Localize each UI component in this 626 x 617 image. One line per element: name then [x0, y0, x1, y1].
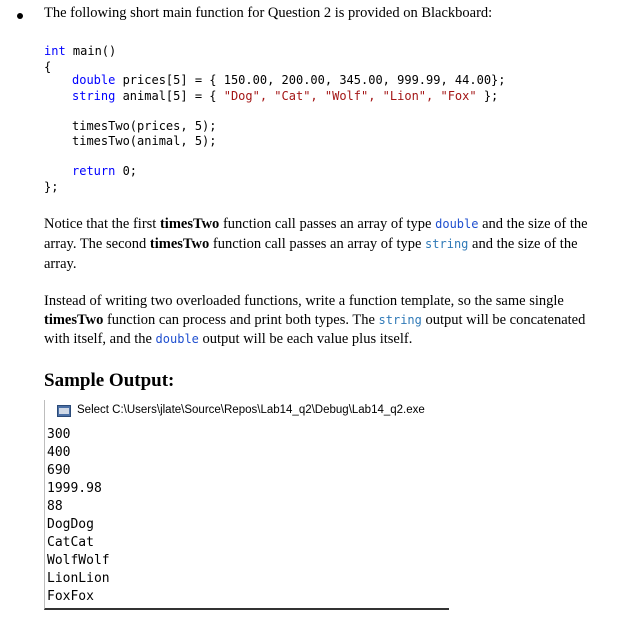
instead-text-3a: with itself, and the: [44, 331, 156, 347]
code-return-keyword: return: [72, 164, 116, 178]
console-output: [47, 426, 110, 606]
code-animal-pre: animal[5] = {: [115, 89, 224, 103]
instead-text-1: Instead of writing two overloaded functions, write a function template, so the same single: [44, 293, 564, 309]
code-string-keyword: string: [72, 89, 116, 103]
code-int-keyword: int: [44, 44, 66, 58]
console-output-line: 1999.98: [47, 481, 102, 496]
console-title: Select C:\Users\jlate\Source\Repos\Lab14_q2\Debug\Lab14_q2.exe: [77, 404, 425, 416]
code-line-prices: [72, 73, 506, 87]
notice-timestwo-2: timesTwo: [149, 236, 210, 252]
notice-string-code: string: [425, 237, 469, 251]
notice-text-2b: function call passes an array of type: [209, 236, 426, 252]
code-return-value: 0;: [115, 164, 138, 178]
paragraph-instead: [44, 292, 614, 349]
intro-text: The following short main function for Question 2 is provided on Blackboard:: [44, 5, 493, 21]
code-line-animal: [72, 89, 498, 103]
notice-timestwo-1: timesTwo: [159, 216, 220, 232]
notice-line-1: [44, 214, 614, 234]
code-line-open: [44, 60, 51, 74]
console-output-line: 88: [47, 499, 63, 514]
code-open-brace: {: [44, 60, 52, 74]
bullet-dot: [17, 13, 23, 19]
code-line-return: [72, 164, 137, 178]
code-call-prices: timesTwo(prices, 5);: [72, 119, 217, 133]
console-output-line: DogDog: [47, 517, 94, 532]
console-output-line: LionLion: [47, 571, 110, 586]
notice-text-1c: and the size of the: [478, 216, 588, 232]
console-output-line: 400: [47, 445, 71, 460]
console-window: [44, 400, 449, 610]
notice-double-code: double: [435, 217, 479, 231]
code-prices-declaration: prices[5] = { 150.00, 200.00, 345.00, 999.99, 44.00};: [115, 73, 506, 87]
notice-text-3: array.: [44, 256, 77, 272]
console-titlebar[interactable]: [45, 400, 449, 422]
sample-output-heading: Sample Output:: [44, 370, 175, 391]
code-block: [44, 44, 604, 194]
code-close-brace: };: [44, 180, 59, 194]
code-line-main: [44, 44, 116, 58]
console-output-line: 300: [47, 427, 71, 442]
paragraph-notice: [44, 214, 614, 274]
notice-text-1b: function call passes an array of type: [219, 216, 436, 232]
notice-text-2c: and the size of the: [468, 236, 578, 252]
instead-text-3b: output will be each value plus itself.: [198, 331, 413, 347]
instead-double-code: double: [155, 332, 199, 346]
notice-text-2: array. The second: [44, 236, 150, 252]
console-output-line: 690: [47, 463, 71, 478]
instead-text-2a: function can process and print both types. The: [103, 312, 379, 328]
code-animal-post: };: [476, 89, 499, 103]
instead-string-code: string: [378, 313, 422, 327]
console-output-line: CatCat: [47, 535, 94, 550]
console-app-icon: [57, 405, 71, 417]
code-animal-values: "Dog", "Cat", "Wolf", "Lion", "Fox": [223, 89, 477, 103]
code-double-keyword: double: [72, 73, 116, 87]
notice-line-3: [44, 254, 614, 274]
code-call-animal: timesTwo(animal, 5);: [72, 134, 217, 148]
instead-line-3: [44, 330, 614, 349]
notice-text-1: Notice that the first: [44, 216, 160, 232]
console-output-line: WolfWolf: [47, 553, 110, 568]
instead-text-2b: output will be concatenated: [421, 312, 586, 328]
notice-line-2: [44, 234, 614, 254]
code-line-close: [44, 180, 58, 194]
instead-line-2: [44, 311, 614, 330]
code-line-call1: [72, 119, 217, 133]
code-line-call2: [72, 134, 217, 148]
instead-timestwo: timesTwo: [44, 312, 104, 328]
instead-line-1: [44, 292, 614, 311]
console-output-line: FoxFox: [47, 589, 94, 604]
code-main-signature: main(): [65, 44, 117, 58]
